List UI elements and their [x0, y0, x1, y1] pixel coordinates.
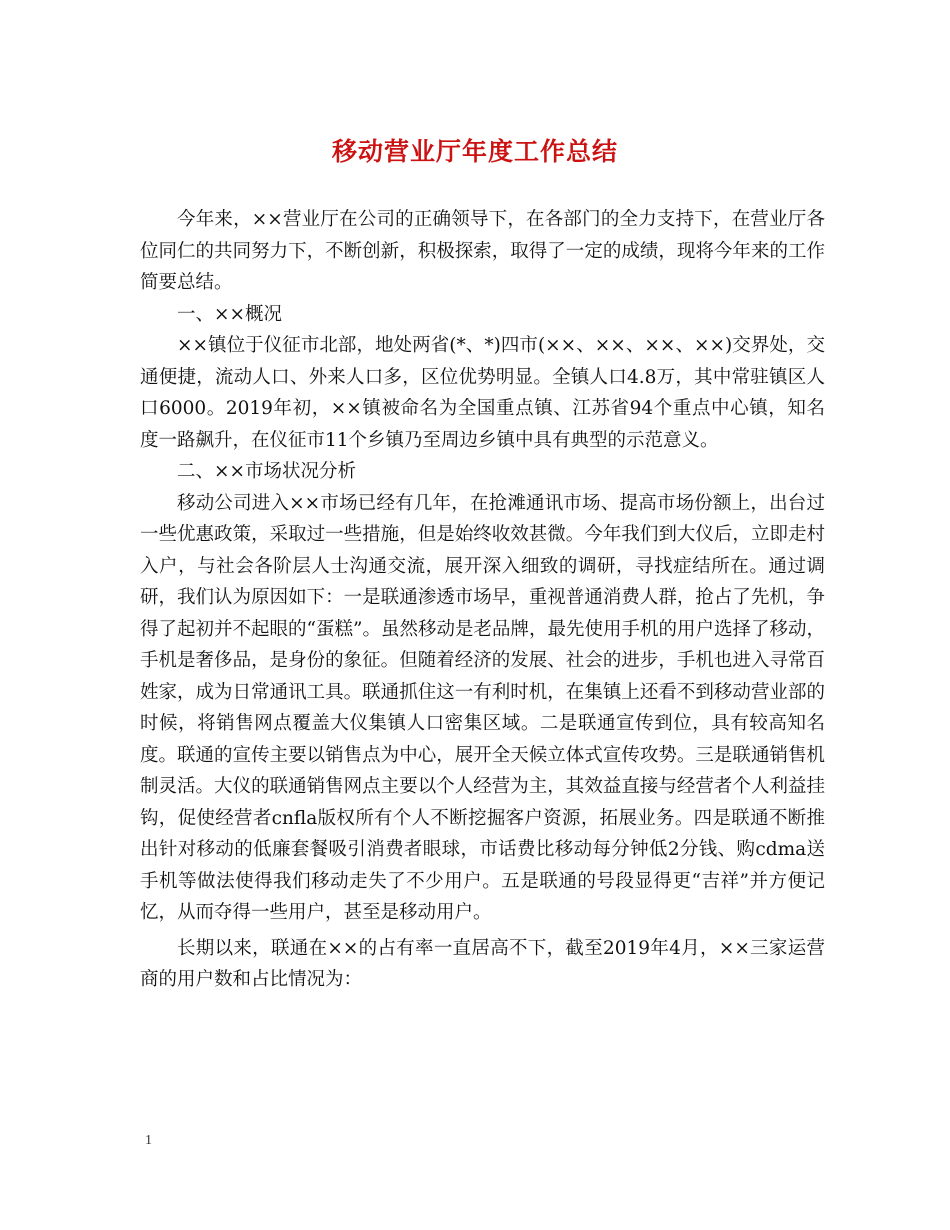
subscriber-share-paragraph: 长期以来，联通在××的占有率一直居高不下，截至2019年4月，××三家运营商的用户数和占比情况为：	[140, 937, 825, 990]
page-number: 1	[145, 1133, 152, 1148]
document-body	[140, 204, 825, 996]
overview-paragraph: ××镇位于仪征市北部，地处两省(*、*)四市(××、××、××、××)交界处，交通便捷，流动人口、外来人口多，区位优势明显。全镇人口4.8万，其中常驻镇区人口6000。2019年初，××镇被命名为全国重点镇、江苏省94个重点中心镇，知名度一路飙升，在仪征市11个乡镇乃至周边乡镇中具有典型的示范意义。	[140, 335, 825, 451]
market-analysis-paragraph: 移动公司进入××市场已经有几年，在抢滩通讯市场、提高市场份额上，出台过一些优惠政策，采取过一些措施，但是始终收效甚微。今年我们到大仪后，立即走村入户，与社会各阶层人士沟通交流，展开深入细致的调研，寻找症结所在。通过调研，我们认为原因如下：一是联通渗透市场早，重视普通消费人群，抢占了先机，争得了起初并不起眼的“蛋糕”。虽然移动是老品牌，最先使用手机的用户选择了移动，手机是奢侈品，是身份的象征。但随着经济的发展、社会的进步，手机也进入寻常百姓家，成为日常通讯工具。联通抓住这一有利时机，在集镇上还看不到移动营业部的时候，将销售网点覆盖大仪集镇人口密集区域。二是联通宣传到位，具有较高知名度。联通的宣传主要以销售点为中心，展开全天候立体式宣传攻势。三是联通销售机制灵活。大仪的联通销售网点主要以个人经营为主，其效益直接与经营者个人利益挂钩，促使经营者cnfla版权所有个人不断挖掘客户资源，拓展业务。四是联通不断推出针对移动的低廉套餐吸引消费者眼球，市话费比移动每分钟低2分钱、购cdma送手机等做法使得我们移动走失了不少用户。五是联通的号段显得更“吉祥”并方便记忆，从而夺得一些用户，甚至是移动用户。	[140, 492, 825, 923]
section-heading-overview: 一、××概况	[177, 303, 283, 325]
section-heading-market-analysis: 二、××市场状况分析	[177, 461, 357, 482]
document-title: 移动营业厅年度工作总结	[331, 137, 618, 166]
intro-paragraph: 今年来，××营业厅在公司的正确领导下，在各部门的全力支持下，在营业厅各位同仁的共同努力下，不断创新，积极探索，取得了一定的成绩，现将今年来的工作简要总结。	[140, 209, 825, 293]
